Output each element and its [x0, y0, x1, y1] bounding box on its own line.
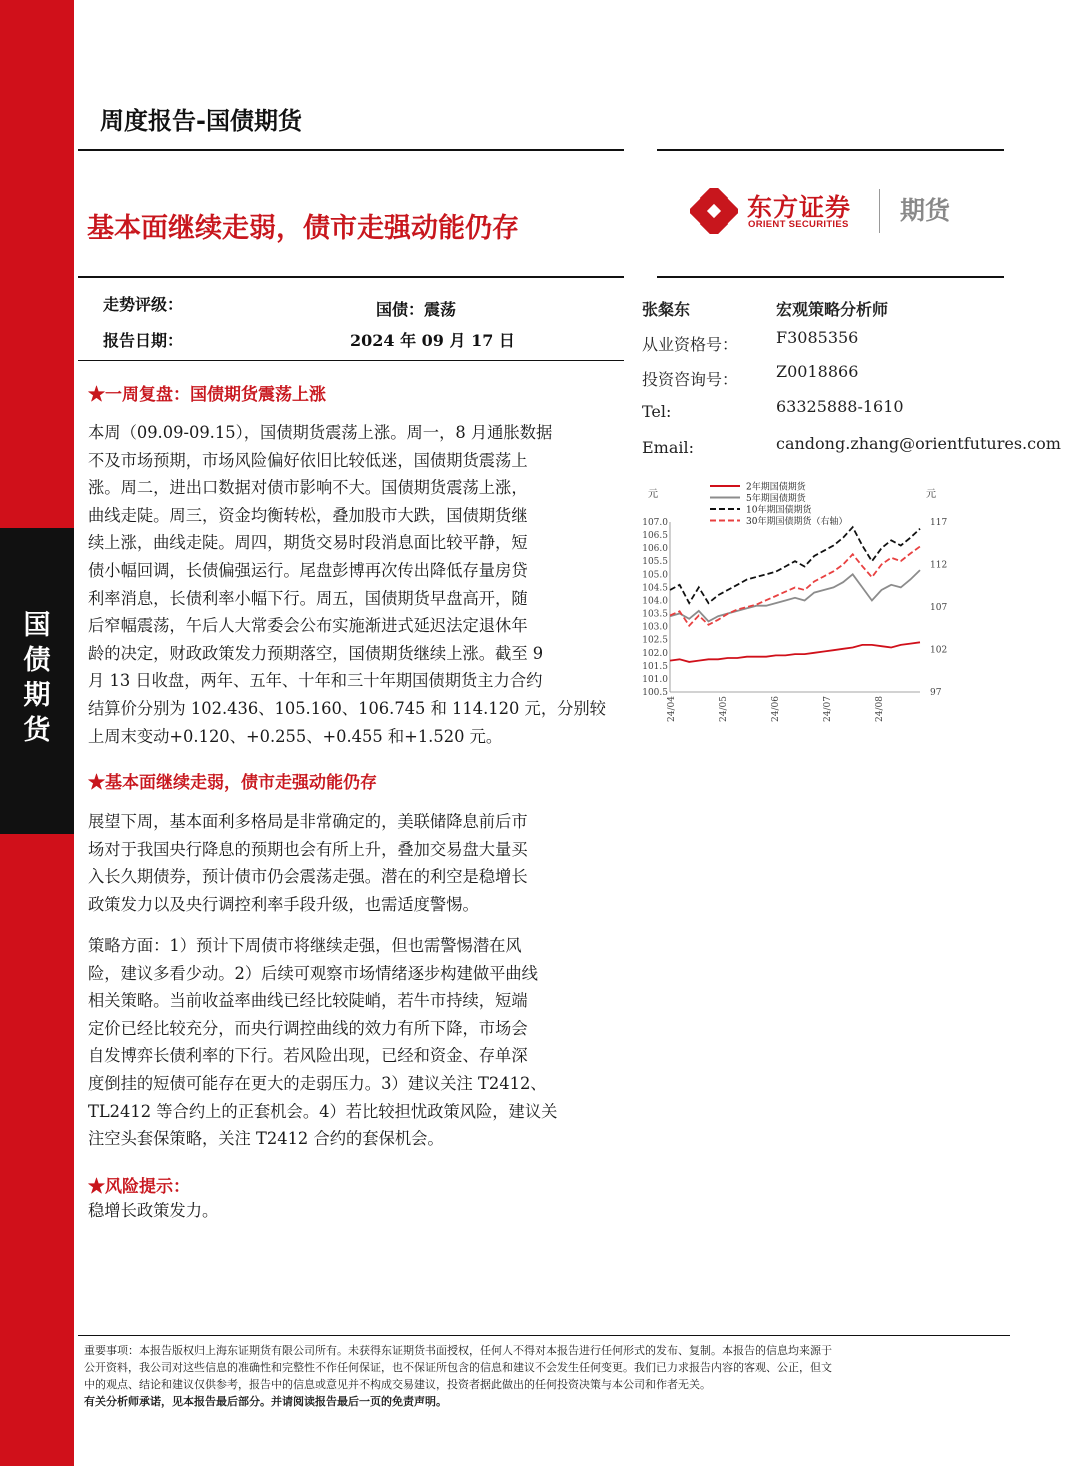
- chart-left-tick-label: 103.0: [642, 622, 668, 633]
- logo-sub-text: 期货: [900, 196, 951, 225]
- divider: [657, 276, 1004, 278]
- paragraph-line: 险，建议多看少动。2）后续可观察市场情绪逐步构建做平曲线: [88, 963, 538, 983]
- divider: [657, 149, 1004, 151]
- paragraph-line: 龄的决定，财政政策发力预期落空，国债期货继续上涨。截至 9: [88, 643, 544, 663]
- paragraph-line: 入长久期债券，预计债市仍会震荡走强。潜在的利空是稳增长: [88, 867, 528, 887]
- date-value: 2024 年 09 月 17 日: [350, 331, 515, 350]
- email-value[interactable]: candong.zhang@orientfutures.com: [776, 434, 1061, 453]
- paragraph-line: 后窄幅震荡，午后人大常委会公布实施渐进式延迟法定退休年: [88, 616, 528, 636]
- chart-left-tick-label: 102.0: [642, 648, 668, 659]
- footer-divider: [78, 1335, 1010, 1336]
- advisory-value: Z0018866: [776, 362, 859, 381]
- divider: [78, 276, 624, 278]
- paragraph-line: 利率消息，长债利率小幅下行。周五，国债期货早盘高开，随: [88, 588, 528, 608]
- license-value: F3085356: [776, 328, 859, 347]
- chart-left-tick-label: 106.0: [642, 544, 668, 555]
- date-label: 报告日期：: [103, 331, 184, 350]
- chart-legend-label: 30年期国债期货（右轴）: [746, 517, 848, 527]
- disclaimer: [84, 1342, 1014, 1410]
- tel-value: 63325888-1610: [776, 397, 904, 416]
- paragraph-line: 度倒挂的短债可能存在更大的走弱压力。3）建议关注 T2412、: [88, 1073, 547, 1093]
- chart-x-tick-label: 24/08: [875, 696, 885, 722]
- chart-right-tick-label: 97: [930, 688, 942, 698]
- section-paragraph: [88, 419, 618, 750]
- paragraph-line: 策略方面：1）预计下周债市将继续走强，但也需警惕潜在风: [88, 936, 522, 955]
- sidebar-title-char: 货: [23, 715, 51, 746]
- paragraph-line: 注空头套保策略，关注 T2412 合约的套保机会。: [88, 1129, 444, 1149]
- chart-series-line: [670, 570, 920, 621]
- chart-left-tick-label: 106.5: [642, 531, 668, 542]
- paragraph-line: 不及市场预期，市场风险偏好依旧比较低迷，国债期货震荡上: [88, 450, 528, 470]
- chart-left-tick-label: 101.5: [642, 661, 668, 672]
- rating-label: 走势评级：: [103, 295, 184, 314]
- paragraph-line: 定价已经比较充分，而央行调控曲线的效力有所下降，市场会: [88, 1018, 528, 1038]
- chart-x-tick-label: 24/04: [667, 696, 677, 722]
- sidebar-title-char: 期: [23, 680, 51, 711]
- chart-x-tick-label: 24/05: [719, 696, 729, 722]
- chart-left-tick-label: 104.5: [642, 583, 668, 594]
- section-paragraph: [88, 808, 618, 918]
- chart-left-tick-label: 105.0: [642, 570, 668, 581]
- chart-left-tick-label: 107.0: [642, 518, 668, 528]
- chart-left-unit: 元: [648, 489, 658, 500]
- chart-left-tick-label: 100.5: [642, 688, 668, 698]
- paragraph-line: 相关策略。当前收益率曲线已经比较陡峭，若牛市持续，短端: [88, 991, 528, 1011]
- disclaimer-line: 有关分析师承诺，见本报告最后部分。并请阅读报告最后一页的免责声明。: [84, 1395, 447, 1408]
- paragraph-line: 债小幅回调，长债偏强运行。尾盘彭博再次传出降低存量房贷: [88, 560, 528, 580]
- logo-cn-text: 东方证券: [747, 193, 852, 222]
- chart-x-tick-label: 24/07: [823, 696, 833, 722]
- company-logo: [690, 186, 960, 234]
- paragraph-line: 场对于我国央行降息的预期也会有所上升，叠加交易盘大量买: [88, 839, 528, 859]
- divider: [78, 149, 624, 151]
- chart-series-line: [670, 547, 920, 626]
- analyst-title: 宏观策略分析师: [776, 300, 889, 319]
- chart-right-tick-label: 102: [930, 645, 948, 656]
- chart-x-tick-label: 24/06: [771, 696, 781, 722]
- paragraph-line: 续上涨，曲线走陡。周四，期货交易时段消息面比较平静，短: [88, 533, 528, 553]
- paragraph-line: TL2412 等合约上的正套机会。4）若比较担忧政策风险，建议关: [88, 1101, 558, 1121]
- sidebar-title-char: 国: [23, 610, 51, 641]
- chart-right-tick-label: 117: [930, 518, 948, 528]
- chart-series-line: [670, 642, 920, 662]
- chart-series-line: [670, 527, 920, 603]
- sidebar-title-char: 债: [23, 645, 51, 676]
- rating-value: 国债：震荡: [376, 300, 457, 319]
- chart-legend-label: 5年期国债期货: [746, 494, 806, 504]
- disclaimer-line: 公开资料，我公司对这些信息的准确性和完整性不作任何保证，也不保证所包含的信息和建议不会发生任何变更。我们已力求报告内容的客观、公正，但文: [84, 1361, 832, 1374]
- paragraph-line: 上周末变动+0.120、+0.255、+0.455 和+1.520 元。: [88, 726, 503, 746]
- advisory-label: 投资咨询号：: [642, 370, 739, 389]
- bond-futures-line-chart: [628, 478, 954, 734]
- disclaimer-line: 重要事项：本报告版权归上海东证期货有限公司所有。未获得东证期货书面授权，任何人不得对本报告进行任何形式的发布、复制。本报告的信息均来源于: [84, 1344, 832, 1357]
- section-heading: ★基本面继续走弱，债市走强动能仍存: [88, 773, 377, 793]
- headline: 基本面继续走弱，债市走强动能仍存: [87, 213, 519, 244]
- chart-legend-label: 2年期国债期货: [746, 482, 806, 493]
- paragraph-line: 本周（09.09-09.15），国债期货震荡上涨。周一，8 月通胀数据: [88, 423, 553, 442]
- paragraph-line: 展望下周，基本面利多格局是非常确定的，美联储降息前后市: [88, 812, 528, 831]
- paragraph-line: 曲线走陡。周三，资金均衡转松，叠加股市大跌，国债期货继: [88, 505, 528, 525]
- chart-right-unit: 元: [926, 489, 936, 500]
- tel-label: Tel:: [642, 402, 672, 421]
- disclaimer-line: 中的观点、结论和建议仅供参考，报告中的信息或意见并不构成交易建议，投资者据此做出的任何投资决策与本公司和作者无关。: [84, 1378, 711, 1391]
- chart-left-tick-label: 103.5: [642, 609, 668, 620]
- paragraph-line: 自发博弈长债利率的下行。若风险出现，已经和资金、存单深: [88, 1046, 528, 1066]
- paragraph-line: 稳增长政策发力。: [88, 1201, 219, 1220]
- paragraph-line: 涨。周二，进出口数据对债市影响不大。国债期货震荡上涨，: [88, 478, 528, 498]
- chart-right-tick-label: 107: [930, 603, 948, 613]
- paragraph-line: 政策发力以及央行调控利率手段升级，也需适度警惕。: [88, 894, 479, 914]
- section-paragraph: [88, 1197, 618, 1225]
- section-paragraph: [88, 932, 618, 1153]
- section-heading: ★一周复盘：国债期货震荡上涨: [88, 385, 326, 405]
- chart-left-tick-label: 104.0: [642, 596, 668, 607]
- section-heading: ★风险提示：: [88, 1177, 190, 1197]
- paragraph-line: 结算价分别为 102.436、105.160、106.745 和 114.120 元，分别较: [88, 698, 606, 718]
- chart-right-tick-label: 112: [930, 560, 948, 571]
- doc-type-title: 周度报告-国债期货: [100, 107, 302, 135]
- logo-mark-icon: [690, 188, 738, 234]
- license-label: 从业资格号：: [642, 335, 739, 354]
- chart-legend-label: 10年期国债期货: [746, 505, 812, 516]
- paragraph-line: 月 13 日收盘，两年、五年、十年和三十年期国债期货主力合约: [88, 671, 543, 691]
- logo-separator: [879, 189, 880, 233]
- logo-en-text: ORIENT SECURITIES: [748, 219, 849, 230]
- email-label: Email:: [642, 438, 695, 457]
- chart-left-tick-label: 102.5: [642, 635, 668, 646]
- analyst-name: 张粲东: [642, 300, 691, 319]
- divider: [78, 360, 624, 361]
- chart-left-tick-label: 101.0: [642, 674, 668, 685]
- sidebar-title: [0, 608, 74, 748]
- chart-left-tick-label: 105.5: [642, 557, 668, 568]
